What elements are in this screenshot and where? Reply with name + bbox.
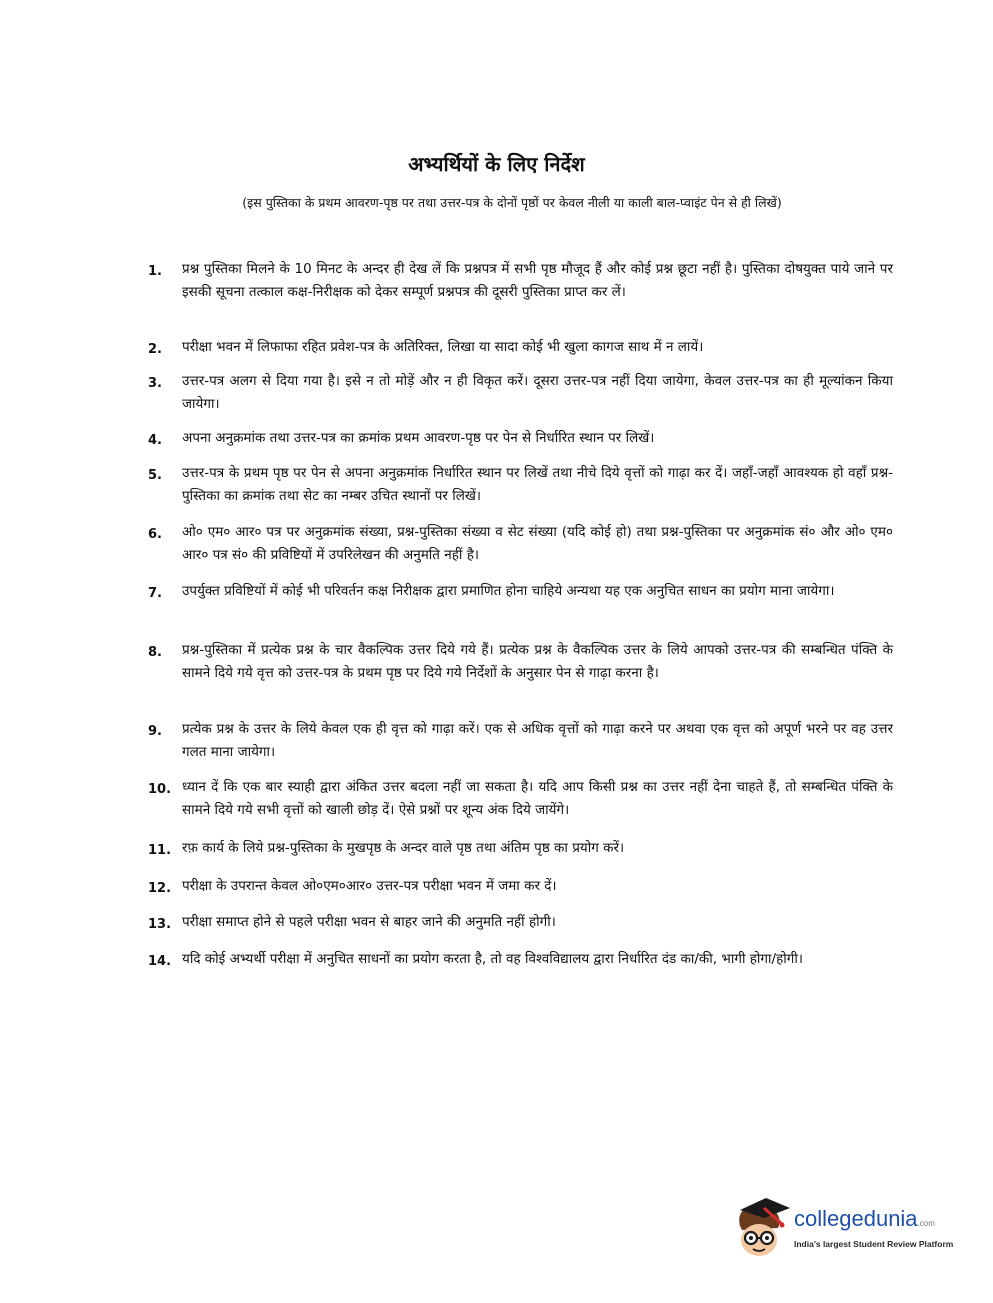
item-number: 5. — [148, 468, 162, 483]
item-number: 13. — [148, 917, 172, 932]
item-text: रफ़ कार्य के लिये प्रश्न-पुस्तिका के मुखपृष्ठ के अन्दर वाले पृष्ठ तथा अंतिम पृष्ठ का प्रयोग करें। — [182, 840, 625, 856]
instruction-item — [148, 776, 893, 822]
instruction-item — [148, 521, 893, 567]
item-number: 14. — [148, 954, 172, 969]
item-text: उपर्युक्त प्रविष्टियों में कोई भी परिवर्तन कक्ष निरीक्षक द्वारा प्रमाणित होना चाहिये अन्यथा यह एक अनुचित साधन का प्रयोग माना जायेगा। — [182, 583, 835, 599]
instruction-item — [148, 911, 893, 934]
item-number: 3. — [148, 376, 162, 391]
item-number: 1. — [148, 264, 162, 279]
instruction-item — [148, 718, 893, 764]
instruction-item — [148, 639, 893, 685]
item-text: उत्तर-पत्र अलग से दिया गया है। इसे न तो मोड़ें और न ही विकृत करें। दूसरा उत्तर-पत्र नहीं दिया जायेगा, केवल उत्तर-पत्र का ही मूल्यांकन किया जायेगा। — [182, 373, 893, 412]
document-subtitle: (इस पुस्तिका के प्रथम आवरण-पृष्ठ पर तथा उत्तर-पत्र के दोनों पृष्ठों पर केवल नीली या काली बाल-प्वाइंट पेन से ही लिखें) — [242, 195, 782, 210]
document-title: अभ्यर्थियों के लिए निर्देश — [408, 152, 585, 176]
item-text: परीक्षा समाप्त होने से पहले परीक्षा भवन से बाहर जाने की अनुमति नहीं होगी। — [182, 914, 556, 930]
collegedunia-watermark — [732, 1196, 962, 1260]
instruction-item — [148, 580, 893, 603]
item-text: प्रत्येक प्रश्न के उत्तर के लिये केवल एक ही वृत्त को गाढ़ा करें। एक से अधिक वृत्तों को गाढ़ा करने पर अथवा एक वृत्त को अपूर्ण भरने पर वह उत्तर गलत माना जायेगा। — [182, 721, 893, 760]
brand-name — [794, 1206, 935, 1232]
item-text: ओ० एम० आर० पत्र पर अनुक्रमांक संख्या, प्रश्न-पुस्तिका संख्या व सेट संख्या (यदि कोई हो) तथा प्रश्न-पुस्तिका पर अनुक्रमांक सं० और ओ० एम० आर० पत्र सं० की प्रविष्टियों में उपरिलेखन की अनुमति नहीं है। — [182, 524, 893, 563]
instruction-item — [148, 370, 893, 416]
item-text: परीक्षा भवन में लिफाफा रहित प्रवेश-पत्र के अतिरिक्त, लिखा या सादा कोई भी खुला कागज साथ में न लायें। — [182, 339, 704, 355]
instruction-item — [148, 462, 893, 508]
item-text: परीक्षा के उपरान्त केवल ओ०एम०आर० उत्तर-पत्र परीक्षा भवन में जमा कर दें। — [182, 878, 557, 894]
item-text: ध्यान दें कि एक बार स्याही द्वारा अंकित उत्तर बदला नहीं जा सकता है। यदि आप किसी प्रश्न का उत्तर नहीं देना चाहते हैं, तो सम्बन्धित पंक्ति के सामने दिये गये सभी वृत्तों को खाली छोड़ दें। ऐसे प्रश्नों पर शून्य अंक दिये जायेंगे। — [182, 779, 893, 818]
brand-text: collegedunia — [794, 1206, 918, 1231]
instruction-item — [148, 875, 893, 898]
item-text: अपना अनुक्रमांक तथा उत्तर-पत्र का क्रमांक प्रथम आवरण-पृष्ठ पर पेन से निर्धारित स्थान पर लिखें। — [182, 430, 655, 446]
brand-tagline: India's largest Student Review Platform — [794, 1239, 954, 1249]
item-text: प्रश्न-पुस्तिका में प्रत्येक प्रश्न के चार वैकल्पिक उत्तर दिये गये हैं। प्रत्येक प्रश्न के वैकल्पिक उत्तर के लिये आपको उत्तर-पत्र की सम्बन्धित पंक्ति के सामने दिये गये वृत्त को उत्तर-पत्र के प्रथम पृष्ठ पर दिये गये निर्देशों के अनुसार पेन से गाढ़ा करना है। — [182, 642, 893, 681]
brand-suffix: .com — [917, 1219, 935, 1228]
item-number: 8. — [148, 645, 162, 660]
instruction-item — [148, 258, 893, 304]
item-number: 9. — [148, 724, 162, 739]
item-number: 6. — [148, 527, 162, 542]
item-text: यदि कोई अभ्यर्थी परीक्षा में अनुचित साधनों का प्रयोग करता है, तो वह विश्वविद्यालय द्वारा निर्धारित दंड का/की, भागी होगा/होगी। — [182, 951, 803, 967]
item-text: उत्तर-पत्र के प्रथम पृष्ठ पर पेन से अपना अनुक्रमांक निर्धारित स्थान पर लिखें तथा नीचे दिये वृत्तों को गाढ़ा कर दें। जहाँ-जहाँ आवश्यक हो वहाँ प्रश्न-पुस्तिका का क्रमांक तथा सेट का नम्बर उचित स्थानों पर लिखें। — [182, 465, 893, 504]
item-text: प्रश्न पुस्तिका मिलने के 10 मिनट के अन्दर ही देख लें कि प्रश्नपत्र में सभी पृष्ठ मौजूद हैं और कोई प्रश्न छूटा नहीं है। पुस्तिका दोषयुक्त पाये जाने पर इसकी सूचना तत्काल कक्ष-निरीक्षक को देकर सम्पूर्ण प्रश्नपत्र की दूसरी पुस्तिका प्राप्त कर लें। — [182, 261, 893, 300]
instruction-item — [148, 948, 893, 971]
item-number: 7. — [148, 586, 162, 601]
item-number: 11. — [148, 843, 172, 858]
item-number: 12. — [148, 881, 172, 896]
item-number: 10. — [148, 782, 172, 797]
instruction-item — [148, 427, 893, 450]
instruction-item — [148, 336, 893, 359]
item-number: 4. — [148, 433, 162, 448]
mascot-icon — [732, 1196, 792, 1260]
instruction-item — [148, 837, 893, 860]
item-number: 2. — [148, 342, 162, 357]
